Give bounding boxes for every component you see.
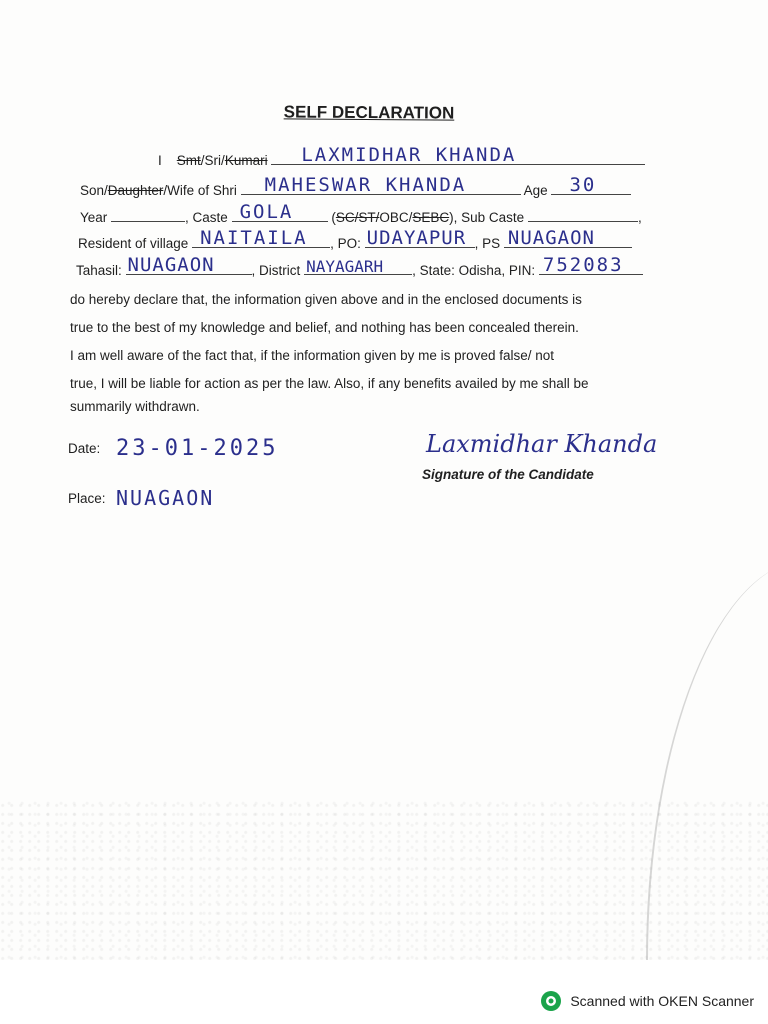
declaration-line: summarily withdrawn. bbox=[70, 399, 200, 414]
name-field bbox=[271, 144, 645, 166]
title-sri: /Sri/ bbox=[200, 153, 225, 168]
relation-line bbox=[80, 174, 631, 198]
category-sc-st: SC/ST/ bbox=[335, 210, 380, 225]
relation-wife-of: /Wife of Shri bbox=[163, 183, 237, 198]
candidate-name: LAXMIDHAR KHANDA bbox=[301, 144, 517, 166]
page-edge-shadow bbox=[646, 560, 768, 960]
district-label: , District bbox=[251, 263, 301, 278]
father-name: MAHESWAR KHANDA bbox=[264, 174, 467, 196]
declaration-line: do hereby declare that, the information given above and in the enclosed documents is bbox=[70, 292, 582, 307]
residence-line bbox=[78, 227, 632, 251]
date-label: Date: bbox=[68, 441, 101, 456]
category-obc: OBC/ bbox=[379, 210, 413, 225]
district-field bbox=[304, 257, 412, 276]
sub-caste-label: ), Sub Caste bbox=[449, 210, 525, 225]
age-label: Age bbox=[523, 183, 548, 198]
title-kumari: Kumari bbox=[224, 153, 268, 168]
po-label: , PO: bbox=[330, 236, 361, 251]
declaration-line: true, I will be liable for action as per the law. Also, if any benefits availed by me shall be bbox=[70, 376, 589, 391]
pin-value: 752083 bbox=[542, 254, 624, 276]
tahasil-label: Tahasil: bbox=[76, 263, 122, 278]
declaration-text bbox=[70, 286, 670, 416]
scanner-watermark bbox=[540, 990, 754, 1012]
district-value: NAYAGARH bbox=[306, 257, 384, 276]
caste-label: , Caste bbox=[185, 210, 228, 225]
category-open: ( bbox=[331, 210, 336, 225]
year-label: Year bbox=[80, 210, 108, 225]
document-title: SELF DECLARATION bbox=[283, 102, 455, 123]
caste-line bbox=[80, 201, 642, 225]
po-field bbox=[365, 227, 475, 249]
sub-caste-field bbox=[528, 207, 638, 222]
village-label: Resident of village bbox=[78, 236, 189, 251]
father-name-field bbox=[241, 174, 521, 196]
age-value: 30 bbox=[569, 174, 597, 196]
pin-field bbox=[539, 254, 643, 276]
caste-field bbox=[232, 201, 328, 223]
relation-daughter: Daughter bbox=[107, 183, 164, 198]
ps-field bbox=[504, 227, 632, 249]
caste-value: GOLA bbox=[239, 201, 294, 223]
place-value: NUAGAON bbox=[116, 486, 215, 510]
po-value: UDAYAPUR bbox=[366, 227, 467, 249]
ps-label: , PS bbox=[474, 236, 501, 251]
caste-line-end: , bbox=[637, 210, 642, 225]
declaration-line: true to the best of my knowledge and belief, and nothing has been concealed therein. bbox=[70, 320, 579, 335]
declaration-line: I am well aware of the fact that, if the information given by me is proved false/ not bbox=[70, 348, 554, 363]
date-value: 23-01-2025 bbox=[116, 436, 279, 461]
village-field bbox=[192, 227, 330, 249]
age-field bbox=[551, 174, 631, 196]
year-field bbox=[111, 207, 185, 222]
scanner-text: Scanned with OKEN Scanner bbox=[570, 993, 754, 1009]
district-line bbox=[76, 254, 643, 278]
ps-value: NUAGAON bbox=[507, 227, 595, 249]
tahasil-value: NUAGAON bbox=[127, 254, 215, 276]
village-value: NAITAILA bbox=[200, 227, 308, 249]
title-smt: Smt bbox=[176, 153, 201, 168]
oken-scanner-icon bbox=[540, 990, 562, 1012]
pronoun: I bbox=[158, 153, 162, 168]
place-label: Place: bbox=[68, 491, 106, 506]
relation-son: Son/ bbox=[80, 183, 108, 198]
signature-caption: Signature of the Candidate bbox=[422, 467, 594, 482]
category-sebc: SEBC bbox=[412, 210, 450, 225]
state-pin-label: , State: Odisha, PIN: bbox=[412, 263, 536, 278]
name-line bbox=[158, 144, 645, 168]
candidate-signature: Laxmidhar Khanda bbox=[426, 430, 658, 458]
tahasil-field bbox=[126, 254, 252, 276]
